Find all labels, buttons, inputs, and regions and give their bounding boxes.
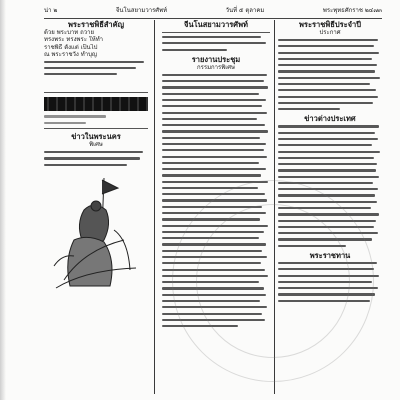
scan-edge-shadow	[0, 0, 6, 400]
col3-section-heading: ข่าวต่างประเทศ	[304, 114, 356, 124]
section-divider	[44, 128, 148, 129]
body-text-block	[278, 39, 382, 110]
col1-line: ราชพิธี ตั้งแต่ เป็นไป	[44, 43, 98, 51]
engraved-illustration	[44, 170, 148, 290]
column-left	[44, 20, 148, 396]
advertisement-banner	[44, 97, 148, 111]
body-text-block	[162, 74, 270, 327]
col1-section-heading: ข่าวในพระนคร	[71, 132, 121, 142]
body-text-block	[44, 115, 148, 123]
section-divider	[44, 92, 148, 93]
column-middle	[162, 20, 270, 396]
col1-heading: พระราชพิธีสำคัญ	[67, 20, 125, 29]
page-header	[44, 4, 382, 19]
col1-line: ณ พระราชวัง ทำบุญ	[44, 51, 97, 59]
body-text-block	[44, 151, 148, 166]
column-rule	[274, 20, 275, 394]
body-text-block	[44, 61, 148, 76]
col2-subheading: กรรมการพิเศษ	[196, 63, 236, 71]
col3-subheading: ประกาศ	[319, 29, 341, 36]
col1-section-subheading: พิเศษ	[89, 141, 103, 149]
col1-line: ด้วย พระบาท ถวาย	[44, 29, 95, 36]
col2-masthead: จีนโนสยามวารศัพท์	[184, 20, 248, 29]
body-text-block	[162, 36, 270, 51]
issue-date: วันที่ ๕ ตุลาคม	[225, 7, 265, 14]
issue-year: พระพุทธศักราช ๒๔๗๓	[322, 7, 382, 14]
col3-heading: พระราชพิธีประจำปี	[298, 20, 362, 29]
col1-line: ทรงพระ ทรงพระ ให้ทำ	[44, 36, 104, 44]
section-divider	[162, 32, 270, 33]
masthead: จีนโนสยามวารศัพท์	[115, 7, 168, 14]
page-number: น่า ๒	[44, 7, 58, 14]
body-text-block	[278, 262, 382, 302]
col3-section-heading: พระราชทาน	[309, 251, 351, 260]
col2-heading: รายงานประชุม	[191, 54, 241, 64]
body-text-block	[278, 125, 382, 247]
column-right	[278, 20, 382, 396]
column-rule	[154, 20, 155, 394]
